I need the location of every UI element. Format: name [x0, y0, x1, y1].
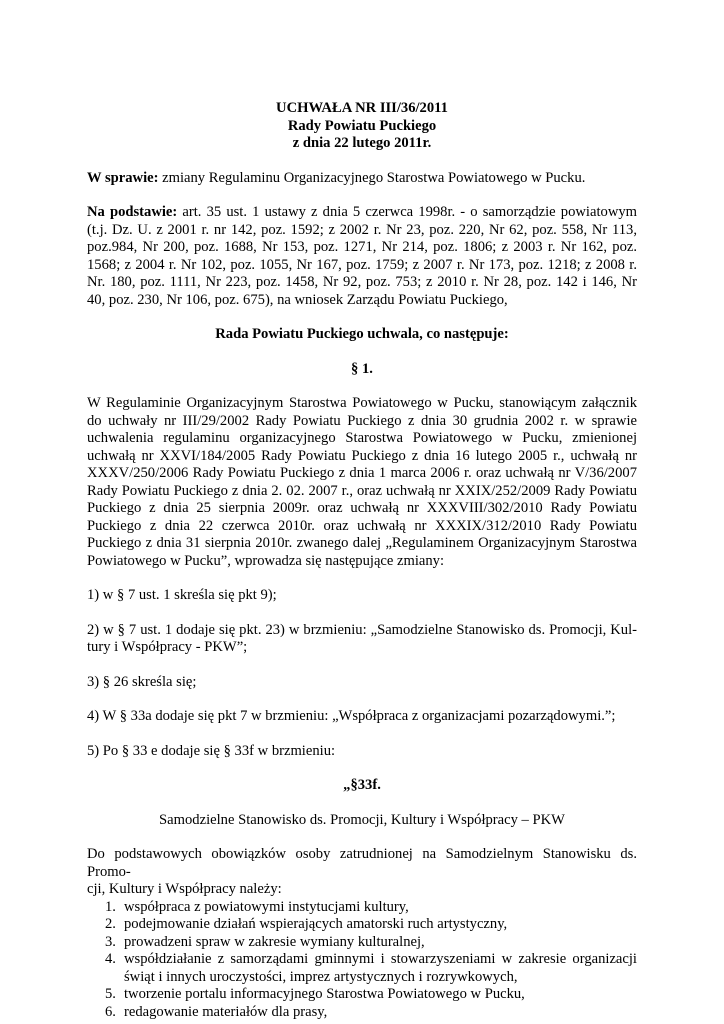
- list-item: 3. prowadzeni spraw w zakresie wymiany kulturalnej,: [105, 933, 425, 950]
- resolution-date: z dnia 22 lutego 2011r.: [292, 135, 432, 151]
- subject-paragraph: [87, 170, 637, 188]
- duties-list: [87, 899, 637, 1022]
- section-1-line: Puckiego z dnia 22 czerwca 2010r. oraz uchwałą nr XXXIX/312/2010 Rady Powiatu: [87, 517, 637, 534]
- section-1-line: uchwałą nr XXVI/184/2005 Rady Powiatu Puckiego z dnia 16 lutego 2005 r., uchwałą nr: [87, 447, 637, 464]
- duties-intro-line: cji, Kultury i Współpracy należy:: [87, 881, 282, 897]
- section-1-line: Puckiego z dnia 25 sierpnia 2009r. oraz uchwałą nr XXXVIII/302/2010 Rady Powiatu: [87, 500, 637, 516]
- change-item-3: 3) § 26 skreśla się;: [87, 673, 197, 690]
- subject-label: W sprawie:: [87, 169, 159, 186]
- section-1-line: uchwalenia regulaminu organizacyjnego Starostwa Powiatowego w Pucku, zmienionej: [87, 430, 637, 446]
- legal-basis-line: (t.j. Dz. U. z 2001 r. nr 142, poz. 1592; z 2002 r. Nr 23, poz. 220, Nr 62, poz. 558, Nr 113,: [87, 221, 637, 238]
- change-item-line: 2) w § 7 ust. 1 dodaje się pkt. 23) w brzmieniu: „Samodzielne Stanowisko ds. Promocji, Kul-: [87, 621, 637, 638]
- change-item-5: 5) Po § 33 e dodaje się § 33f w brzmieniu:: [87, 742, 336, 759]
- legal-basis-line: Nr. 180, poz. 1111, Nr 223, poz. 1458, Nr 92, poz. 753; z 2010 r. Nr 28, poz. 142 i 146, Nr: [87, 274, 637, 290]
- subject-text: zmiany Regulaminu Organizacyjnego Starostwa Powiatowego w Pucku.: [158, 169, 586, 186]
- issuing-body: Rady Powiatu Puckiego: [287, 117, 437, 134]
- change-item-2: [87, 622, 637, 657]
- section-33f-heading: „§33f.: [343, 777, 381, 793]
- change-item-1: 1) w § 7 ust. 1 skreśla się pkt 9);: [87, 587, 277, 603]
- section-1-line: Rady Powiatu Puckiego z dnia 2. 02. 2007 r., oraz uchwałą nr XXIX/252/2009 Rady Powiatu: [87, 482, 637, 499]
- list-item: 6. redagowanie materiałów dla prasy,: [105, 1003, 328, 1020]
- section-1-line: Powiatowego w Pucku”, wprowadza się następujące zmiany:: [87, 552, 445, 569]
- resolution-number: UCHWAŁA NR III/36/2011: [276, 100, 448, 116]
- change-item-4: 4) W § 33a dodaje się pkt 7 w brzmieniu: „Współpraca z organizacjami pozarządowymi.”;: [87, 708, 616, 724]
- list-item: 4. współdziałanie z samorządami gminnymi i stowarzyszeniami w zakresie organizacji świąt i innych uroczystości, imprez artystycznych i rozrywkowych,: [105, 951, 637, 985]
- resolution-intro: Rada Powiatu Puckiego uchwala, co następuje:: [215, 326, 509, 342]
- section-1-line: do uchwały nr III/29/2002 Rady Powiatu Puckiego z dnia 30 grudnia 2002 r. w sprawie: [87, 412, 637, 429]
- document-page: [87, 100, 637, 1021]
- legal-basis-line: art. 35 ust. 1 ustawy z dnia 5 czerwca 1998r. - o samorządzie powiatowym: [177, 204, 638, 220]
- list-item: 1. współpraca z powiatowymi instytucjami kultury,: [105, 898, 409, 915]
- document-header: [87, 100, 637, 153]
- duties-intro: [87, 846, 637, 899]
- duties-intro-line: Do podstawowych obowiązków osoby zatrudnionej na Samodzielnym Stanowisku ds. Promo-: [87, 846, 637, 880]
- legal-basis-line: 1568; z 2004 r. Nr 102, poz. 1055, Nr 167, poz. 1759; z 2007 r. Nr 173, poz. 1218; z 2008 r.: [87, 256, 637, 273]
- legal-basis-line: poz.984, Nr 200, poz. 1688, Nr 153, poz. 1271, Nr 214, poz. 1806; z 2003 r. Nr 162, poz.: [87, 239, 637, 255]
- legal-basis-line: 40, poz. 230, Nr 106, poz. 675), na wniosek Zarządu Powiatu Puckiego,: [87, 291, 508, 308]
- section-1-heading: § 1.: [351, 360, 373, 377]
- list-item: 5. tworzenie portalu informacyjnego Starostwa Powiatowego w Pucku,: [105, 986, 525, 1002]
- legal-basis-label: Na podstawie:: [87, 204, 178, 220]
- section-33f-subtitle: Samodzielne Stanowisko ds. Promocji, Kultury i Współpracy – PKW: [159, 811, 565, 828]
- change-item-line: tury i Współpracy - PKW”;: [87, 639, 248, 655]
- legal-basis-paragraph: [87, 204, 637, 309]
- section-1-line: W Regulaminie Organizacyjnym Starostwa Powiatowego w Pucku, stanowiącym załącznik: [87, 395, 637, 411]
- list-item: 2. podejmowanie działań wspierających amatorski ruch artystyczny,: [105, 916, 508, 932]
- section-1-paragraph: [87, 395, 637, 570]
- section-1-line: XXXV/250/2006 Rady Powiatu Puckiego z dnia 1 marca 2006 r. oraz uchwałą nr V/36/2007: [87, 465, 637, 481]
- section-1-line: Puckiego z dnia 31 sierpnia 2010r. zwanego dalej „Regulaminem Organizacyjnym Starostwa: [87, 535, 637, 551]
